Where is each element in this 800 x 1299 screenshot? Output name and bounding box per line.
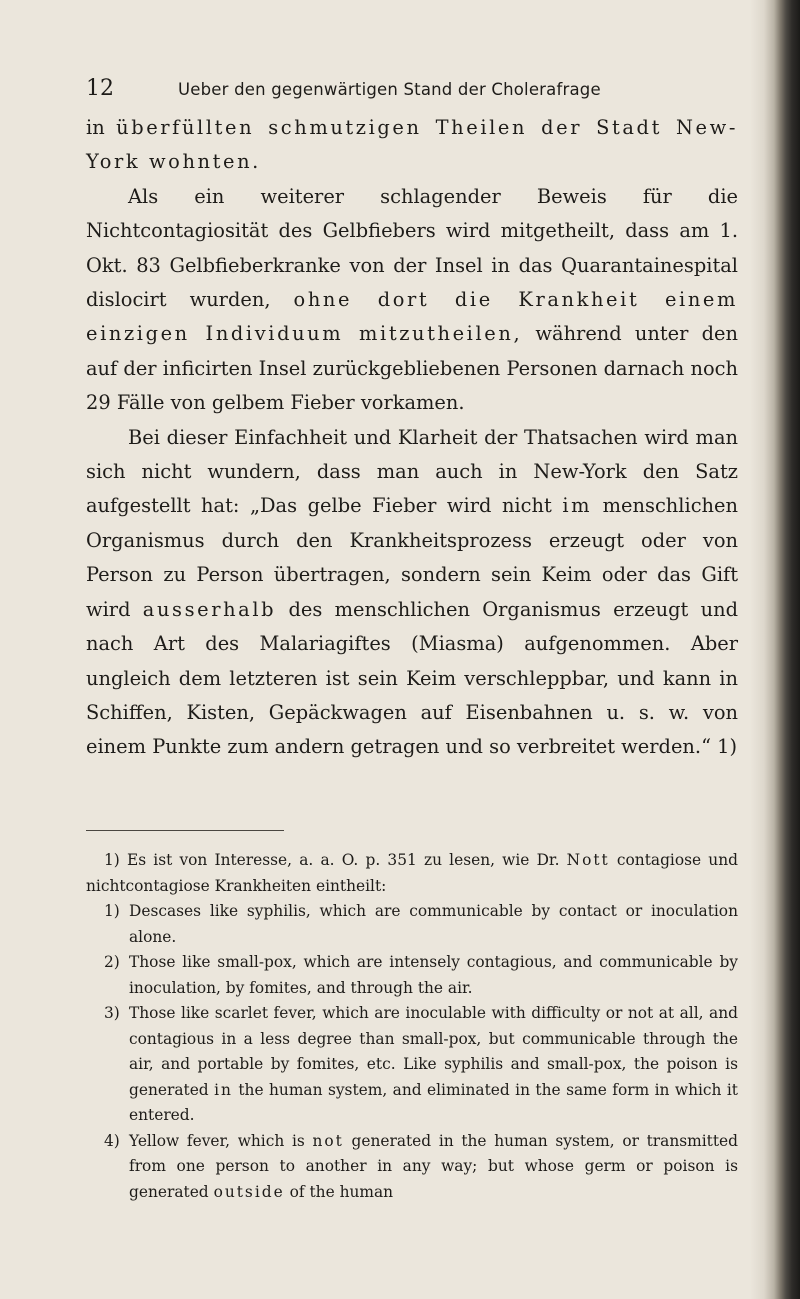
footnote-item: [86, 1129, 738, 1206]
item-text: Those like scarlet fever, which are inoculable with difficulty or not at all, and contagious in a less degree than small-pox, but communicable through the air, and portable by fomites, etc. Like syphilis and small-pox, the poison is generated: [129, 1004, 738, 1099]
running-title: Ueber den gegenwärtigen Stand der Cholerafrage: [178, 80, 601, 99]
footnote-item: [86, 1001, 738, 1129]
spaced-emphasis: Nott: [566, 851, 610, 869]
spaced-emphasis: überfüllten schmutzigen Theilen der Stadt New-York wohnten.: [86, 116, 738, 174]
item-text: of the human: [284, 1182, 394, 1201]
text-run: menschlichen Organismus durch den Krankheitsprozess erzeugt oder von Person zu Person übertragen, sondern sein Keim oder das Gift wird: [86, 494, 739, 621]
spaced-emphasis: in: [214, 1080, 233, 1099]
text-run: Als ein weiterer schlagender Beweis für die Nichtcontagiosität des Gelbfiebers wird mitgetheilt, dass am 1. Okt. 83 Gelbfieberkranke von der Insel in das Quarantainespital dislocirt wurden,: [86, 184, 738, 312]
footnote-intro: [86, 848, 738, 899]
spaced-emphasis: ausserhalb: [142, 597, 277, 621]
item-number: 3): [104, 1004, 120, 1022]
footnote: [86, 848, 738, 1205]
item-text: Yellow fever, which is: [129, 1131, 313, 1150]
item-number: 2): [104, 953, 120, 971]
paragraph-2: [86, 180, 738, 421]
page-header: [86, 75, 726, 105]
text-run: während unter den auf der inficirten Insel zurückgebliebenen Personen darnach noch 29 Fälle von gelbem Fieber vorkamen.: [86, 322, 738, 415]
paragraph-1: [86, 111, 738, 180]
footnote-item: [86, 899, 738, 950]
spaced-emphasis: outside: [213, 1182, 285, 1201]
main-text: [86, 111, 738, 765]
item-text: the human system, and eliminated in the same form in which it entered.: [129, 1080, 738, 1124]
item-text: generated in the human system, or transmitted from one person to another in any way; but whose germ or poison is generated: [129, 1131, 738, 1201]
spaced-emphasis: ohne dort die Krankheit einem einzigen Individuum mitzutheilen,: [86, 288, 738, 346]
item-text: Those like small-pox, which are intensely contagious, and communicable by inoculation, by fomites, and through the air.: [129, 953, 738, 997]
page-edge-shadow: [750, 0, 800, 1299]
item-number: 4): [104, 1131, 120, 1150]
text-run: Bei dieser Einfachheit und Klarheit der Thatsachen wird man sich nicht wundern, dass man auch in New-York den Satz aufgestellt hat: „Das gelbe Fieber wird nicht: [86, 425, 738, 518]
paragraph-3: [86, 421, 738, 765]
footnote-separator: [86, 830, 284, 831]
footnote-item: [86, 950, 738, 1001]
item-number: 1): [104, 902, 120, 920]
page-number: 12: [86, 76, 114, 101]
spaced-emphasis: im: [562, 494, 593, 518]
item-text: Descases like syphilis, which are communicable by contact or inoculation alone.: [129, 902, 738, 946]
text-run: 1) Es ist von Interesse, a. a. O. p. 351 zu lesen, wie Dr.: [104, 851, 567, 869]
text-run: in: [86, 116, 117, 139]
spaced-emphasis: not: [312, 1131, 344, 1150]
text-run: contagiose und nichtcontagiose Krankheiten eintheilt:: [86, 851, 738, 895]
text-run: des menschlichen Organismus erzeugt und nach Art des Malariagiftes (Miasma) aufgenommen. Aber ungleich dem letzteren ist sein Keim verschleppbar, und kann in Schiffen, Kisten, Gepäckwagen auf Eisenbahnen u. s. w. von einem Punkte zum andern getragen und so verbreitet werden.“ 1): [86, 597, 738, 759]
